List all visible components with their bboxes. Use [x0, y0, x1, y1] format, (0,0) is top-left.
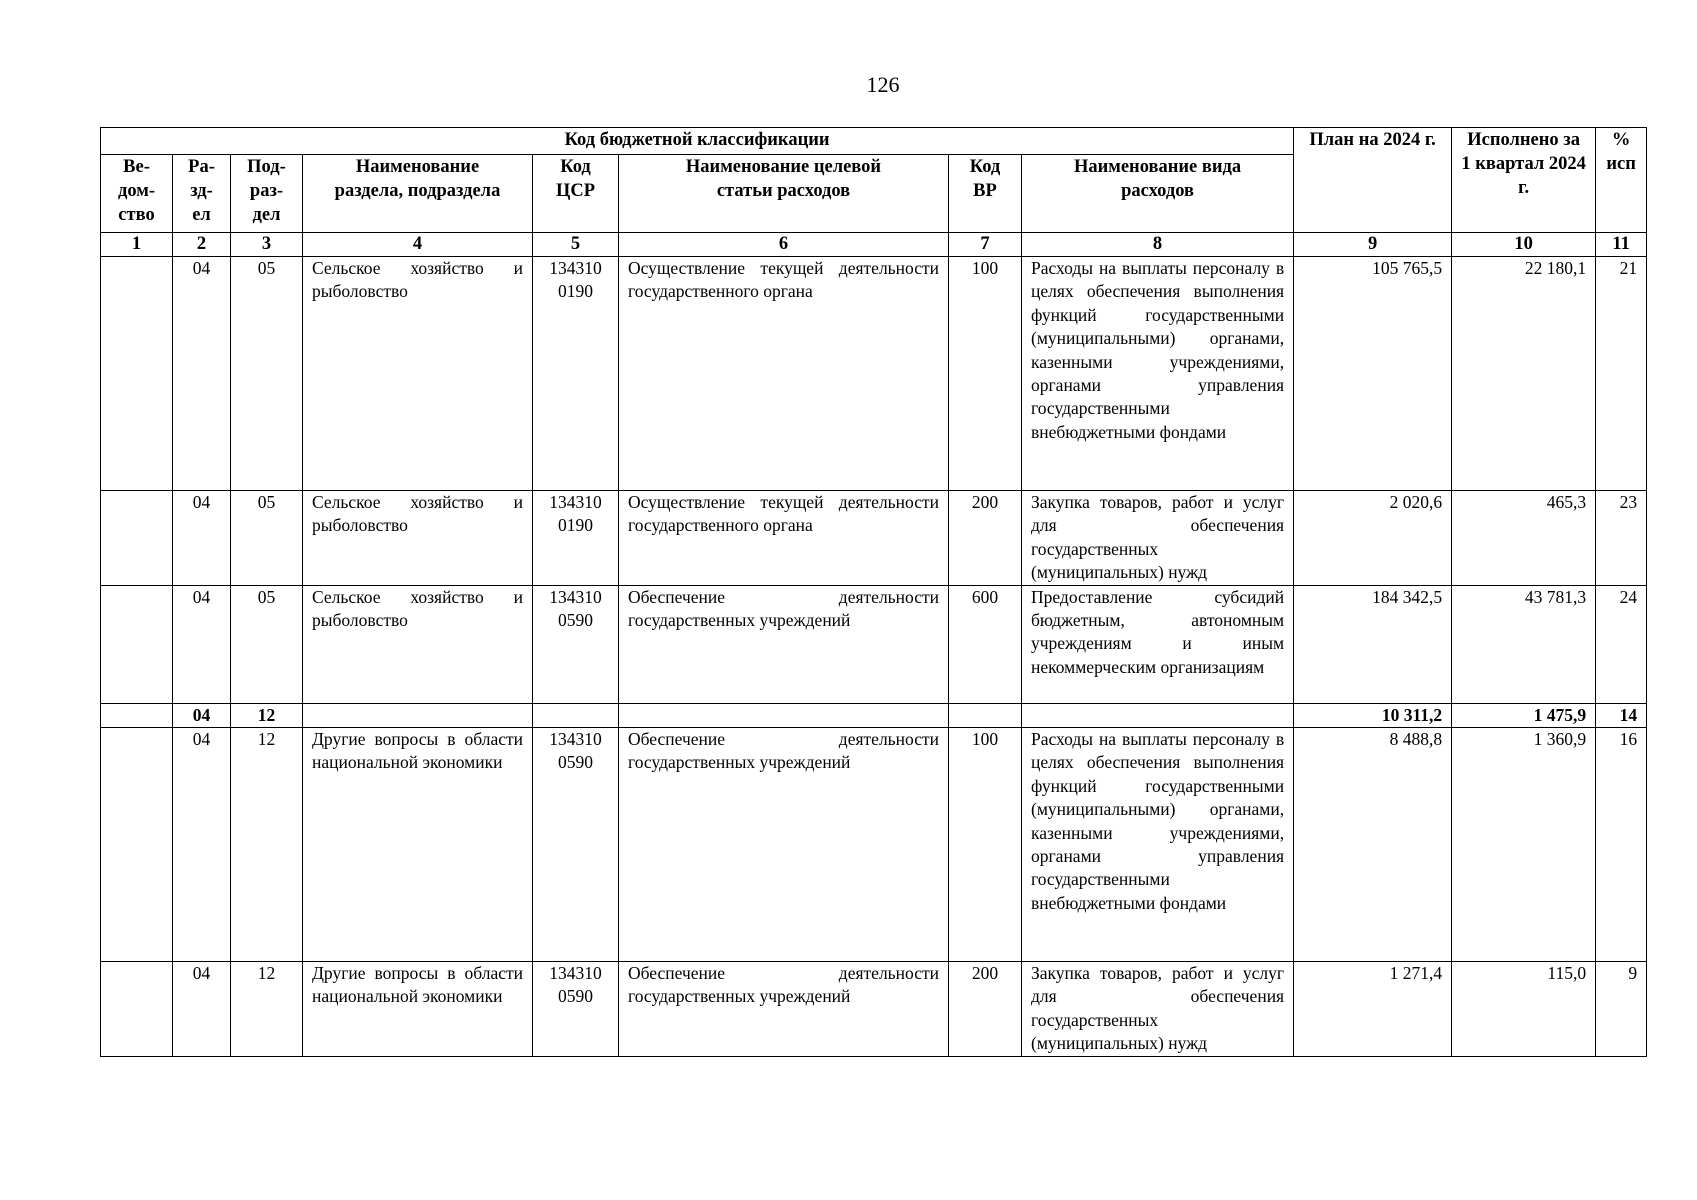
podrazdel-cell: 05 [231, 257, 303, 491]
column-number: 1 [101, 233, 173, 257]
percent-cell: 21 [1596, 257, 1647, 491]
csr-cell: 134310 0190 [533, 257, 619, 491]
table-row [101, 257, 1647, 491]
vr-cell: 100 [949, 728, 1022, 962]
table-row [101, 585, 1647, 703]
expense-type-cell: Расходы на выплаты персоналу в целях обеспечения выполнения функций государственными (муниципальными) органами, казенными учреждениями, органами управления государственными внебюджетными фондами [1022, 728, 1294, 962]
vedomstvo-cell [101, 962, 173, 1057]
plan-cell: 1 271,4 [1294, 962, 1452, 1057]
column-numbers-row [101, 233, 1647, 257]
vr-cell: 100 [949, 257, 1022, 491]
executed-cell: 1 475,9 [1452, 703, 1596, 727]
executed-header: Исполнено за 1 квартал 2024 г. [1452, 128, 1596, 233]
column-number: 9 [1294, 233, 1452, 257]
expense-type-cell: Предоставление субсидий бюджетным, автономным учреждениям и иным некоммерческим организациям [1022, 585, 1294, 703]
podrazdel-cell: 12 [231, 962, 303, 1057]
executed-cell: 22 180,1 [1452, 257, 1596, 491]
csr-cell [533, 703, 619, 727]
expense-type-cell: Расходы на выплаты персоналу в целях обеспечения выполнения функций государственными (муниципальными) органами, казенными учреждениями, органами управления государственными внебюджетными фондами [1022, 257, 1294, 491]
vr-cell: 600 [949, 585, 1022, 703]
target-name-cell: Обеспечение деятельности государственных учреждений [619, 728, 949, 962]
vedomstvo-cell [101, 491, 173, 586]
target-name-cell: Обеспечение деятельности государственных учреждений [619, 585, 949, 703]
expense-type-cell [1022, 703, 1294, 727]
percent-cell: 9 [1596, 962, 1647, 1057]
target-name-header: Наименование целевой статьи расходов [619, 155, 949, 233]
section-name-cell: Другие вопросы в области национальной экономики [303, 962, 533, 1057]
vr-cell: 200 [949, 962, 1022, 1057]
razdel-cell: 04 [173, 257, 231, 491]
column-number: 7 [949, 233, 1022, 257]
plan-header: План на 2024 г. [1294, 128, 1452, 233]
table-row [101, 728, 1647, 962]
executed-cell: 465,3 [1452, 491, 1596, 586]
expense-type-cell: Закупка товаров, работ и услуг для обеспечения государственных (муниципальных) нужд [1022, 491, 1294, 586]
column-number: 10 [1452, 233, 1596, 257]
percent-cell: 23 [1596, 491, 1647, 586]
percent-header: % исп [1596, 128, 1647, 233]
razdel-cell: 04 [173, 703, 231, 727]
vedomstvo-cell [101, 585, 173, 703]
column-number: 8 [1022, 233, 1294, 257]
column-number: 4 [303, 233, 533, 257]
executed-cell: 115,0 [1452, 962, 1596, 1057]
section-name-cell: Сельское хозяйство и рыболовство [303, 491, 533, 586]
table-row [101, 962, 1647, 1057]
budget-table [100, 127, 1647, 1057]
expense-type-cell: Закупка товаров, работ и услуг для обеспечения государственных (муниципальных) нужд [1022, 962, 1294, 1057]
page-number: 126 [866, 72, 900, 97]
summary-row [101, 703, 1647, 727]
vedomstvo-cell [101, 257, 173, 491]
razdel-cell: 04 [173, 585, 231, 703]
vr-cell [949, 703, 1022, 727]
vedomstvo-cell [101, 728, 173, 962]
vr-cell: 200 [949, 491, 1022, 586]
plan-cell: 2 020,6 [1294, 491, 1452, 586]
podrazdel-cell: 12 [231, 728, 303, 962]
budget-classification-header: Код бюджетной классификации [101, 128, 1294, 155]
table-row [101, 491, 1647, 586]
podrazdel-cell: 05 [231, 491, 303, 586]
target-name-cell: Осуществление текущей деятельности государственного органа [619, 257, 949, 491]
vedomstvo-header: Ве- дом- ство [101, 155, 173, 233]
percent-cell: 24 [1596, 585, 1647, 703]
column-number: 3 [231, 233, 303, 257]
vedomstvo-cell [101, 703, 173, 727]
section-name-cell: Сельское хозяйство и рыболовство [303, 257, 533, 491]
podrazdel-cell: 12 [231, 703, 303, 727]
vr-header: Код ВР [949, 155, 1022, 233]
csr-cell: 134310 0590 [533, 728, 619, 962]
expense-type-header: Наименование вида расходов [1022, 155, 1294, 233]
section-name-cell: Сельское хозяйство и рыболовство [303, 585, 533, 703]
csr-cell: 134310 0590 [533, 962, 619, 1057]
razdel-cell: 04 [173, 962, 231, 1057]
razdel-cell: 04 [173, 728, 231, 962]
target-name-cell: Осуществление текущей деятельности государственного органа [619, 491, 949, 586]
percent-cell: 16 [1596, 728, 1647, 962]
column-number: 5 [533, 233, 619, 257]
csr-header: Код ЦСР [533, 155, 619, 233]
csr-cell: 134310 0190 [533, 491, 619, 586]
plan-cell: 10 311,2 [1294, 703, 1452, 727]
podrazdel-cell: 05 [231, 585, 303, 703]
podrazdel-header: Под- раз- дел [231, 155, 303, 233]
column-number: 2 [173, 233, 231, 257]
executed-cell: 1 360,9 [1452, 728, 1596, 962]
target-name-cell [619, 703, 949, 727]
column-number: 6 [619, 233, 949, 257]
plan-cell: 184 342,5 [1294, 585, 1452, 703]
section-name-header: Наименование раздела, подраздела [303, 155, 533, 233]
razdel-header: Ра- зд- ел [173, 155, 231, 233]
plan-cell: 105 765,5 [1294, 257, 1452, 491]
razdel-cell: 04 [173, 491, 231, 586]
section-name-cell: Другие вопросы в области национальной экономики [303, 728, 533, 962]
plan-cell: 8 488,8 [1294, 728, 1452, 962]
column-number: 11 [1596, 233, 1647, 257]
section-name-cell [303, 703, 533, 727]
executed-cell: 43 781,3 [1452, 585, 1596, 703]
csr-cell: 134310 0590 [533, 585, 619, 703]
target-name-cell: Обеспечение деятельности государственных учреждений [619, 962, 949, 1057]
percent-cell: 14 [1596, 703, 1647, 727]
